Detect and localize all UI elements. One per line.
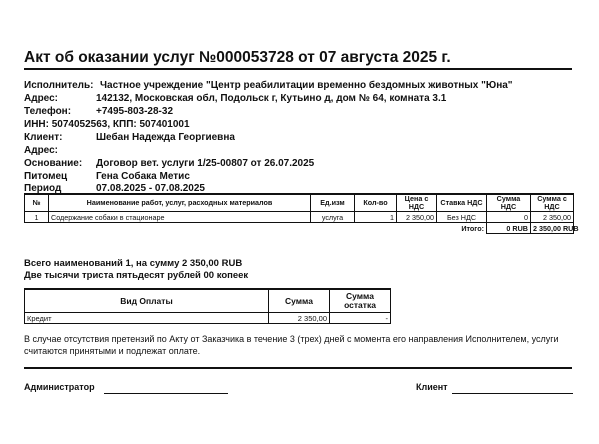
table-cell: Содержание собаки в стационаре: [49, 212, 311, 223]
table-header-row: [25, 194, 574, 212]
payment-table: [24, 288, 391, 324]
services-table: [24, 193, 579, 234]
info-value: Частное учреждение "Центр реабилитации временно бездомных животных "Юна": [100, 80, 513, 91]
summary-total: Всего наименований 1, на сумму 2 350,00 RUB: [24, 258, 243, 269]
table-cell: 2 350,00: [269, 313, 330, 324]
acceptance-note: В случае отсутствия претензий по Акту от Заказчика в течение 3 (трех) дней с момента его направления Исполнителем, услуги считаются принятыми и подлежат оплате.: [24, 334, 559, 356]
table-total-row: [25, 223, 574, 234]
table-row: [25, 212, 574, 223]
column-header: №: [25, 194, 49, 212]
info-label: Адрес:: [24, 93, 58, 104]
payment-header-row: [25, 289, 391, 313]
column-header: Сумма: [269, 289, 330, 313]
info-label: Период: [24, 183, 62, 194]
table-cell: 2 350,00: [531, 212, 574, 223]
info-value: Гена Собака Метис: [96, 171, 190, 182]
client-label: Клиент: [416, 382, 448, 392]
table-cell: 1: [25, 212, 49, 223]
signature-divider: [24, 367, 572, 369]
summary-in-words: Две тысячи триста пятьдесят рублей 00 копеек: [24, 270, 249, 281]
table-cell: Без НДС: [437, 212, 487, 223]
total-sum: 2 350,00 RUB: [531, 223, 574, 234]
column-header: Сумма НДС: [487, 194, 531, 212]
column-header: Ед.изм: [311, 194, 355, 212]
table-cell: -: [330, 313, 391, 324]
info-value: 07.08.2025 - 07.08.2025: [96, 183, 205, 194]
column-header: Цена с НДС: [397, 194, 437, 212]
table-cell: 1: [355, 212, 397, 223]
info-label: Основание:: [24, 158, 83, 169]
column-header: Сумма остатка: [330, 289, 391, 313]
info-label: Исполнитель:: [24, 80, 94, 91]
info-label: Адрес:: [24, 145, 58, 156]
table-row: [25, 313, 391, 324]
column-header: Вид Оплаты: [25, 289, 269, 313]
title-divider: [24, 68, 572, 70]
info-label: Клиент:: [24, 132, 63, 143]
info-value: +7495-803-28-32: [96, 106, 174, 117]
column-header: Сумма с НДС: [531, 194, 574, 212]
column-header: Наименование работ, услуг, расходных материалов: [49, 194, 311, 212]
table-cell: 0: [487, 212, 531, 223]
column-header: Ставка НДС: [437, 194, 487, 212]
info-label: Питомец: [24, 171, 68, 182]
info-value: 142132, Московская обл, Подольск г, Кутьино д, дом № 64, комната 3.1: [96, 93, 447, 104]
administrator-signature-line: [104, 393, 228, 394]
info-label: ИНН: 5074052563, КПП: 507401001: [24, 119, 190, 130]
administrator-label: Администратор: [24, 382, 95, 392]
info-label: Телефон:: [24, 106, 72, 117]
column-header: Кол-во: [355, 194, 397, 212]
document-title: Акт об оказании услуг №000053728 от 07 августа 2025 г.: [24, 49, 451, 66]
info-value: Шебан Надежда Георгиевна: [96, 132, 235, 143]
client-signature-line: [452, 393, 573, 394]
total-vat: 0 RUB: [487, 223, 531, 234]
table-cell: услуга: [311, 212, 355, 223]
total-label: Итого:: [397, 223, 487, 234]
table-cell: 2 350,00: [397, 212, 437, 223]
table-cell: Кредит: [25, 313, 269, 324]
info-value: Договор вет. услуги 1/25-00807 от 26.07.2025: [96, 158, 315, 169]
